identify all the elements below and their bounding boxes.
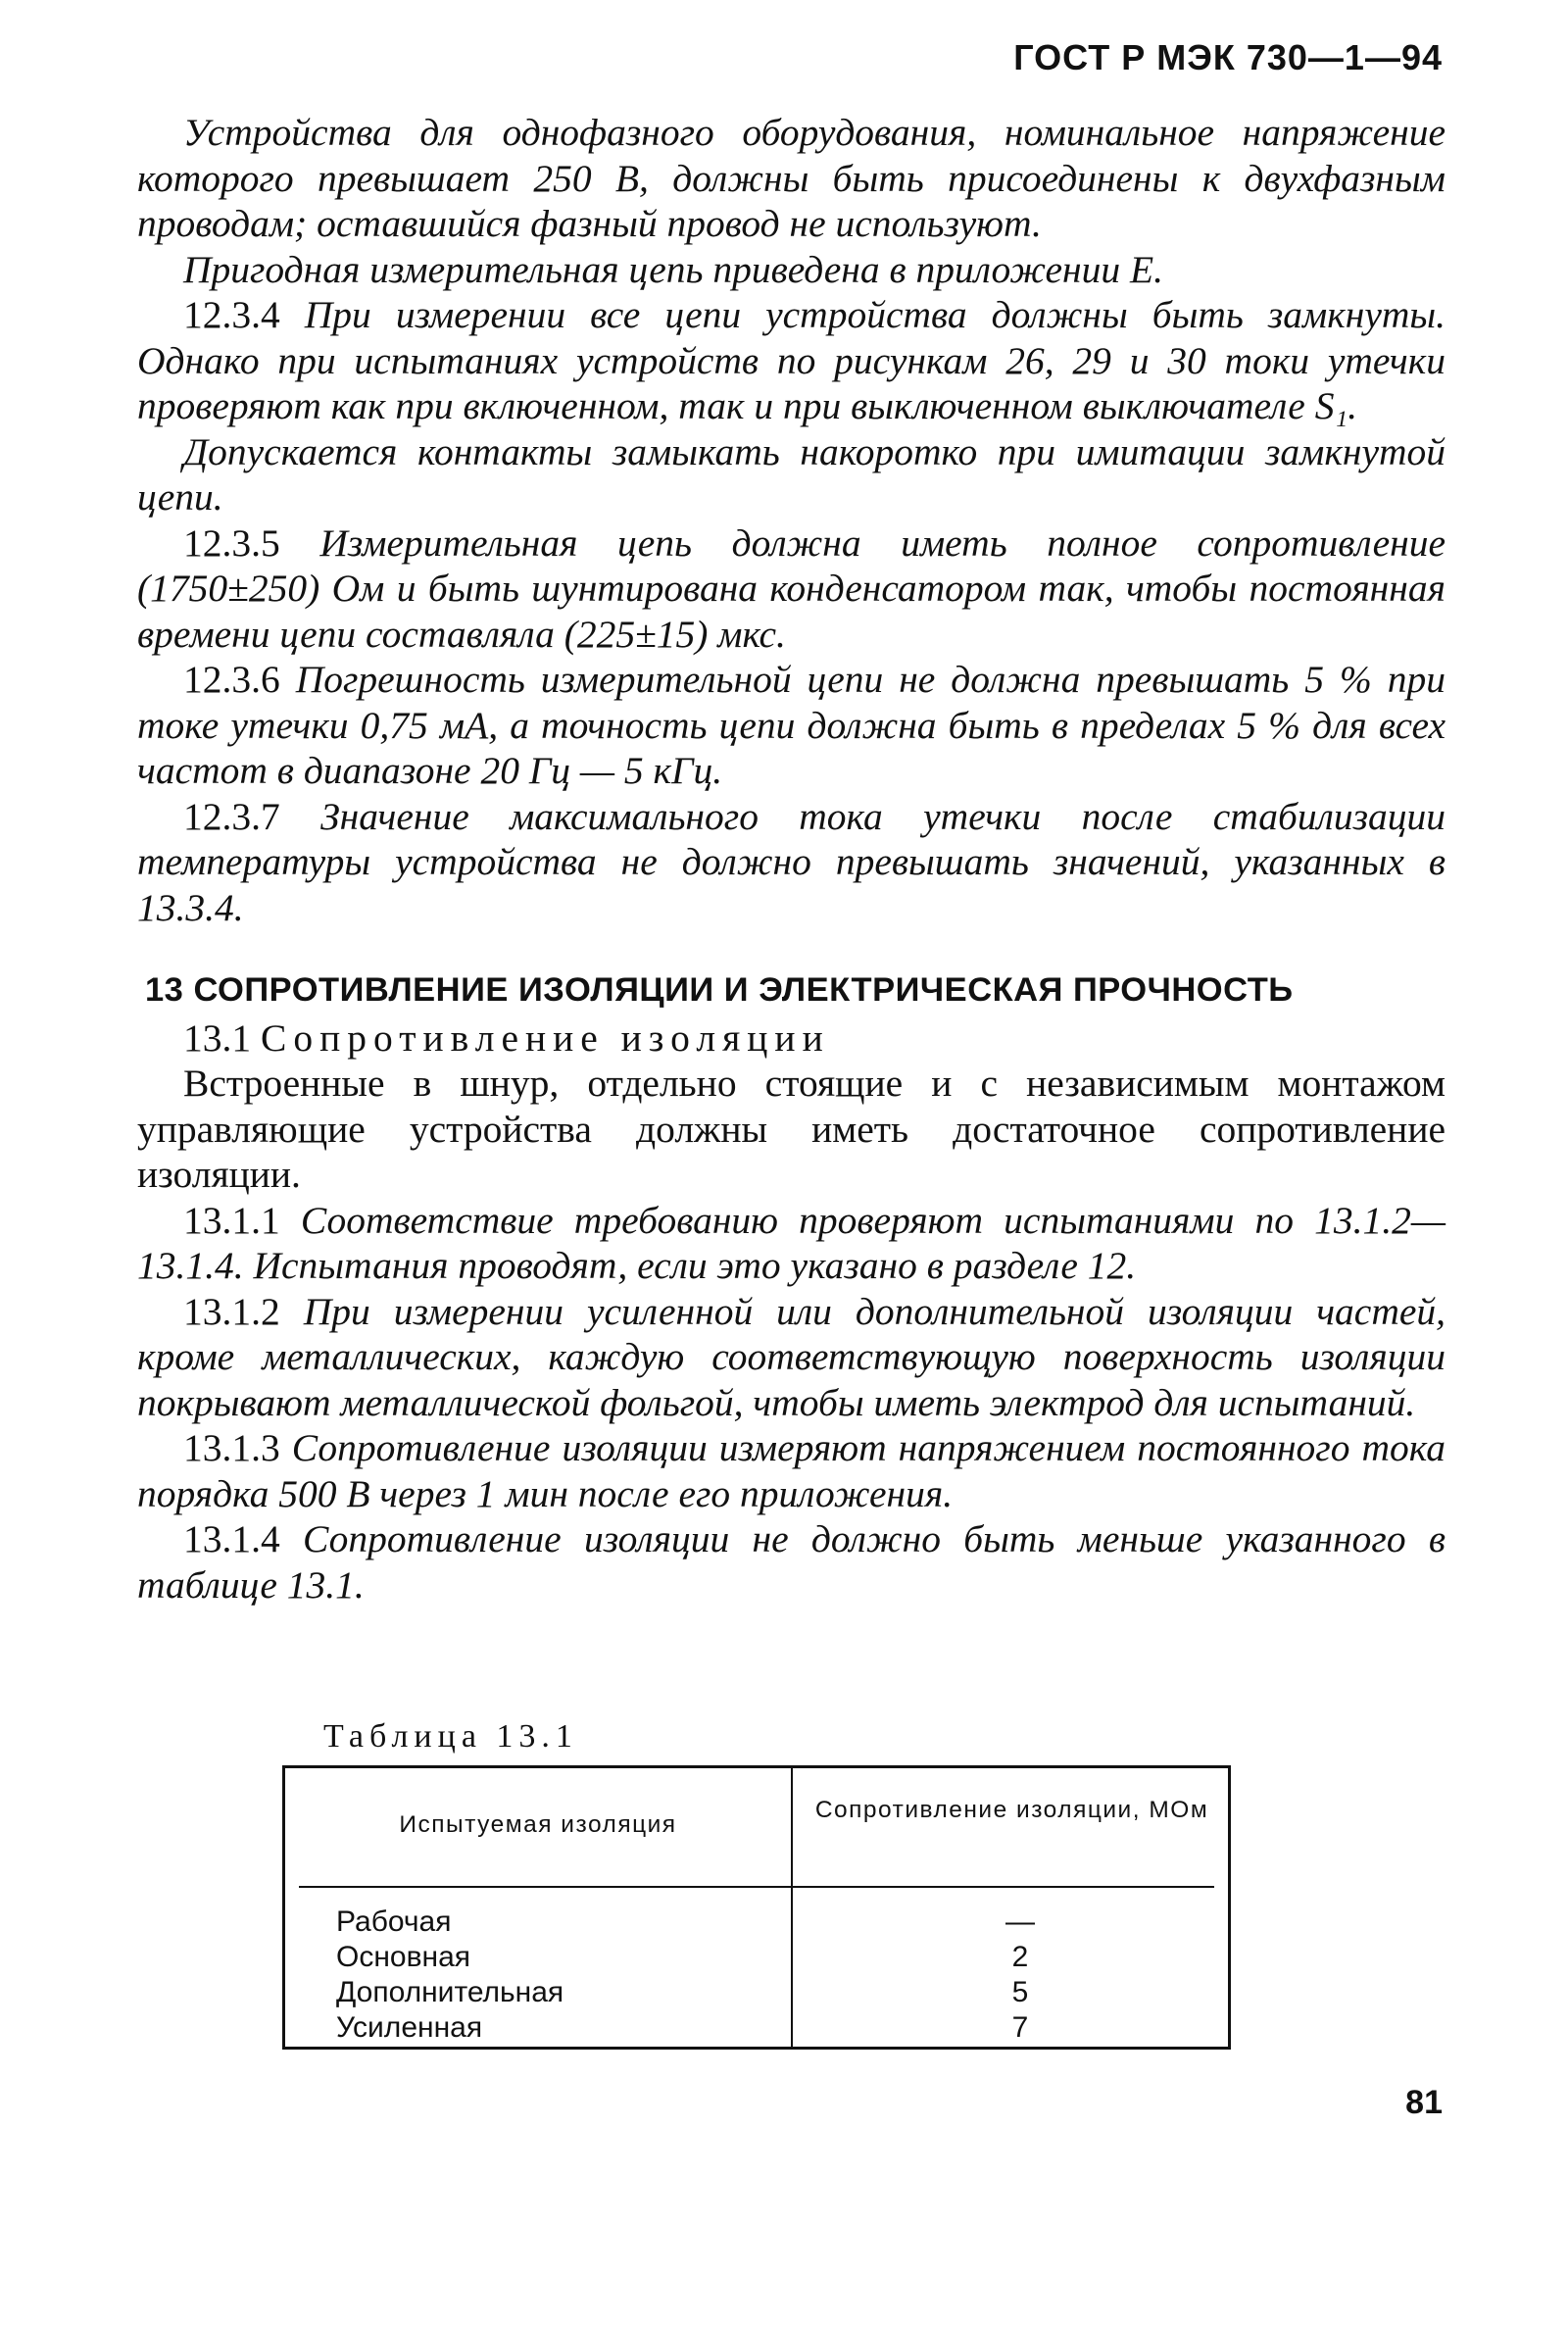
clause-text: Соответствие требованию проверяют испытаниями по 13.1.2—13.1.4. Испытания проводят, если это указано в разделе 12.	[137, 1198, 1446, 1287]
table-cell-insulation: Основная	[336, 1941, 471, 1973]
clause-text: Погрешность измерительной цепи не должна превышать 5 % при токе утечки 0,75 мА, а точность цепи должна быть в пределах 5 % для всех частот в диапазоне 20 Гц — 5 кГц.	[137, 658, 1446, 792]
clause-text: При измерении усиленной или дополнительной изоляции частей, кроме металлических, каждую соответствующую поверхность изоляции покрывают металлической фольгой, чтобы иметь электрод для испытаний.	[137, 1289, 1446, 1424]
subsection-title: Сопротивление изоляции	[261, 1015, 830, 1060]
paragraph	[137, 429, 1446, 520]
subsection-intro: Встроенные в шнур, отдельно стоящие и с независимым монтажом управляющие устройства должны иметь достаточное сопротивление изоляции.	[137, 1062, 1446, 1196]
clause-text: Измерительная цепь должна иметь полное сопротивление (1750±250) Ом и быть шунтирована конденсатором так, чтобы постоянная времени цепи составляла (225±15) мкс.	[137, 520, 1446, 656]
paragraph-text: Пригодная измерительная цепь приведена в приложении Е.	[183, 247, 1163, 291]
table-cell-insulation: Усиленная	[336, 2011, 483, 2044]
paragraph	[137, 247, 1446, 293]
clause-12-3-6	[137, 657, 1446, 794]
clause-text: Сопротивление изоляции не должно быть меньше указанного в таблице 13.1.	[137, 1517, 1446, 1607]
table-header-insulation: Испытуемая изоляция	[399, 1811, 677, 1838]
table-row	[285, 1941, 1228, 1976]
paragraph-text: Допускается контакты замыкать накоротко при имитации замкнутой цепи.	[137, 429, 1446, 519]
table-cell-resistance: 5	[1011, 1976, 1029, 2008]
table-row	[285, 2011, 1228, 2047]
clause-number: 12.3.6	[183, 658, 280, 701]
insulation-resistance-table	[282, 1765, 1231, 2050]
clause-number: 12.3.4	[183, 293, 280, 336]
clause-number: 13.1.3	[183, 1426, 280, 1469]
table-row	[285, 1976, 1228, 2011]
table-cell-resistance: 7	[1011, 2011, 1029, 2044]
clause-13-1-2	[137, 1289, 1446, 1426]
clause-number: 12.3.5	[183, 520, 280, 565]
table-cell-resistance: 2	[1011, 1941, 1029, 1973]
table-caption: Таблица 13.1	[323, 1718, 578, 1755]
table-body	[285, 1905, 1228, 2047]
table-cell-insulation: Дополнительная	[336, 1976, 564, 2008]
clause-12-3-5	[137, 520, 1446, 658]
table-header-divider	[299, 1886, 1214, 1888]
page-header-standard-id: ГОСТ Р МЭК 730—1—94	[1013, 37, 1443, 77]
paragraph	[137, 110, 1446, 247]
table-row	[285, 1905, 1228, 1941]
table-cell-insulation: Рабочая	[336, 1905, 452, 1938]
clause-text: При измерении все цепи устройства должны быть замкнуты. Однако при испытаниях устройств по рисункам 26, 29 и 30 токи утечки проверяют как при включенном, так и при выключенном выключателе S₁.	[137, 293, 1446, 427]
clause-number: 13.1.2	[183, 1289, 280, 1333]
subsection-number: 13.1	[183, 1015, 252, 1060]
clause-12-3-7	[137, 794, 1446, 931]
clause-13-1-4	[137, 1516, 1446, 1608]
document-body	[137, 110, 1446, 1608]
clause-number: 13.1.4	[183, 1517, 280, 1560]
table-header-resistance: Сопротивление изоляции, МОм	[814, 1797, 1209, 1823]
page-number: 81	[1405, 2084, 1443, 2121]
paragraph-text: Устройства для однофазного оборудования, номинальное напряжение которого превышает 250 В, должны быть присоединены к двухфазным проводам; оставшийся фазный провод не используют.	[137, 111, 1446, 245]
clause-number: 13.1.1	[183, 1198, 280, 1242]
clause-13-1-3	[137, 1425, 1446, 1516]
clause-text: Сопротивление изоляции измеряют напряжением постоянного тока порядка 500 В через 1 мин после его приложения.	[137, 1426, 1446, 1515]
clause-13-1-1	[137, 1198, 1446, 1289]
table-cell-resistance: —	[1005, 1905, 1035, 1938]
section-title: 13 СОПРОТИВЛЕНИЕ ИЗОЛЯЦИИ И ЭЛЕКТРИЧЕСКАЯ ПРОЧНОСТЬ	[145, 971, 1294, 1009]
subsection-heading	[137, 1015, 1446, 1062]
clause-text: Значение максимального тока утечки после стабилизации температуры устройства не должно превышать значений, указанных в 13.3.4.	[137, 794, 1446, 929]
clause-12-3-4	[137, 292, 1446, 429]
clause-number: 12.3.7	[183, 794, 280, 838]
